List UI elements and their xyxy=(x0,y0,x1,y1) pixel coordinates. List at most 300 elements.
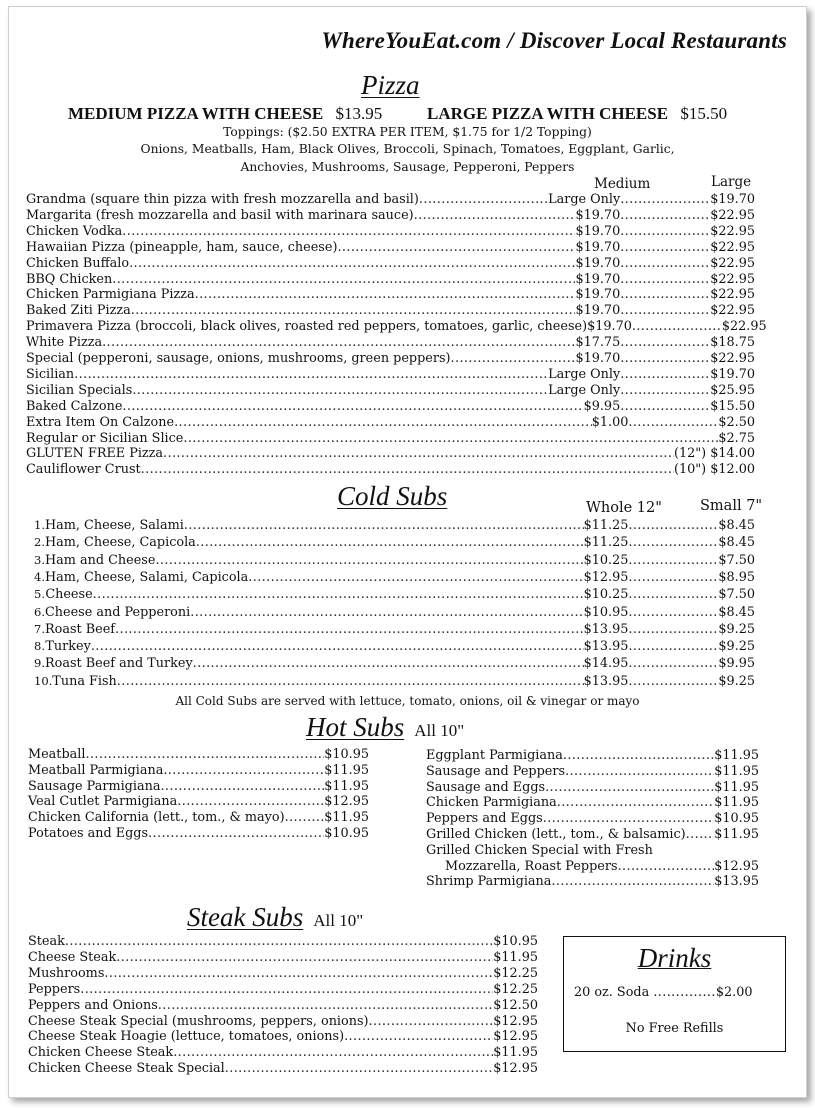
item-price: $12.25 xyxy=(493,965,538,981)
steak-sub-row xyxy=(28,1029,538,1045)
price-2: $22.95 xyxy=(710,239,755,255)
dot-leader xyxy=(248,570,583,586)
item-name: White Pizza xyxy=(26,335,103,351)
price-2: $7.50 xyxy=(718,587,755,603)
dot-leader-2 xyxy=(628,605,718,621)
pizza-row xyxy=(26,208,755,224)
dots-fill xyxy=(620,335,710,351)
large-pizza-price: $15.50 xyxy=(680,104,728,123)
price-2: $22.95 xyxy=(710,351,755,366)
price-1: $13.95 xyxy=(583,673,629,689)
item-name: Cheese Steak xyxy=(28,949,117,965)
item-name: Cheese Steak Hoagie (lettuce, tomatoes, onions) xyxy=(28,1029,345,1045)
item-name: Chicken Cheese Steak Special xyxy=(28,1061,225,1077)
cold-subs-note: All Cold Subs are served with lettuce, tomato, onions, oil & vinegar or mayo xyxy=(175,694,640,708)
item-name: Mushrooms xyxy=(28,965,105,981)
item-name: Peppers xyxy=(28,981,81,997)
dot-leader xyxy=(337,240,575,256)
hot-sub-row xyxy=(28,747,369,763)
item-price: $10.95 xyxy=(324,747,369,762)
price-2: $25.95 xyxy=(710,382,755,398)
item-price: $12.95 xyxy=(493,1061,538,1077)
price-2: $22.95 xyxy=(710,207,755,223)
item-price: $11.95 xyxy=(714,795,759,811)
item-name: Meatball xyxy=(28,747,86,762)
pizza-row xyxy=(26,351,755,367)
dots-fill xyxy=(628,639,718,655)
price-1: $19.70 xyxy=(575,223,621,239)
dot-leader-2 xyxy=(620,240,710,256)
steak-sub-row xyxy=(28,1061,538,1077)
dot-leader xyxy=(163,446,674,462)
item-name: Ham, Cheese, Salami, Capicola xyxy=(44,569,249,585)
dot-leader xyxy=(116,950,493,966)
item-name: Baked Calzone xyxy=(26,398,123,414)
item-price: $11.95 xyxy=(493,949,538,965)
item-price: $11.95 xyxy=(324,778,369,794)
dot-leader xyxy=(141,462,674,478)
cold-sub-row xyxy=(26,638,755,654)
hot-sub-row xyxy=(426,764,759,780)
soda-leader: .............. xyxy=(653,985,716,1000)
price-2: $19.70 xyxy=(710,366,755,382)
dot-leader xyxy=(563,748,714,764)
dot-leader xyxy=(545,780,714,796)
dots-fill xyxy=(620,192,710,208)
item-name: Chicken Vodka xyxy=(26,223,123,239)
dot-leader xyxy=(122,399,583,415)
item-name: Grilled Chicken (lett., tom., & balsamic) xyxy=(426,827,686,842)
dot-leader xyxy=(91,639,584,655)
pizza-row xyxy=(26,192,755,208)
item-name: Shrimp Parmigiana xyxy=(426,874,552,890)
dots-fill xyxy=(628,656,718,672)
price-2: $8.45 xyxy=(718,518,755,533)
dot-leader xyxy=(414,208,576,224)
dot-leader-2 xyxy=(628,587,718,603)
dot-leader-2 xyxy=(620,208,710,224)
dots-fill xyxy=(628,553,718,569)
toppings-list-line2: Anchovies, Mushrooms, Sausage, Pepperoni, Peppers xyxy=(240,160,575,174)
large-pizza-label: LARGE PIZZA WITH CHEESE xyxy=(427,104,669,123)
dots-fill xyxy=(620,383,710,399)
dot-leader xyxy=(195,287,576,303)
dot-leader xyxy=(115,622,584,638)
large-pizza-price-line xyxy=(427,104,727,124)
pizza-row xyxy=(26,272,755,288)
price-1: Large Only xyxy=(548,382,621,398)
price-1: $13.95 xyxy=(583,639,629,655)
dot-leader xyxy=(557,795,714,811)
item-name: Sicilian xyxy=(26,366,75,382)
item-name: BBQ Chicken xyxy=(26,271,113,287)
steak-sub-row xyxy=(28,950,538,966)
item-price: $12.50 xyxy=(493,997,538,1013)
dot-leader xyxy=(148,826,324,842)
item-name: Chicken Cheese Steak xyxy=(28,1045,174,1061)
price-2: $9.25 xyxy=(718,673,755,689)
item-name: Margarita (fresh mozzarella and basil with marinara sauce) xyxy=(26,207,414,223)
medium-pizza-label: MEDIUM PIZZA WITH CHEESE xyxy=(68,104,324,123)
dots-fill xyxy=(620,240,710,256)
item-name: Roast Beef and Turkey xyxy=(44,656,193,672)
price-1: $19.70 xyxy=(575,207,621,223)
pizza-section-title: Pizza xyxy=(361,70,420,100)
item-name: Tuna Fish xyxy=(52,673,117,689)
steak-sub-row xyxy=(28,998,538,1014)
dot-leader xyxy=(74,367,548,383)
dot-leader xyxy=(93,587,584,603)
dot-leader xyxy=(369,1014,494,1030)
item-name: Grilled Chicken Special with Fresh xyxy=(426,842,653,858)
item-name: Turkey xyxy=(45,639,91,655)
hot-subs-title: Hot Subs xyxy=(306,712,405,742)
dot-leader xyxy=(177,794,324,810)
dots-fill xyxy=(620,367,710,383)
price-1: $13.95 xyxy=(583,621,629,637)
price-2: $15.50 xyxy=(710,398,755,414)
price-2: $22.95 xyxy=(710,303,755,319)
pizza-row xyxy=(26,383,755,399)
item-name: Primavera Pizza (broccoli, black olives, roasted red peppers, tomatoes, garlic, cheese) xyxy=(26,319,588,335)
dot-leader-2 xyxy=(620,335,710,351)
price-1: $11.25 xyxy=(583,535,629,551)
dots-fill xyxy=(628,605,718,621)
dot-leader-2 xyxy=(628,570,718,586)
dots-fill xyxy=(620,208,710,224)
dot-leader xyxy=(686,827,715,843)
price-1: $10.25 xyxy=(583,587,629,603)
dot-leader xyxy=(158,998,493,1014)
hot-sub-row xyxy=(28,826,369,842)
cold-subs-section-title: Cold Subs xyxy=(337,481,448,511)
dots-fill xyxy=(620,224,710,240)
price-1: $1.00 xyxy=(591,414,629,430)
dot-leader-2 xyxy=(628,656,718,672)
drinks-title: Drinks xyxy=(637,943,712,973)
pizza-row xyxy=(26,256,755,272)
price-2: $7.50 xyxy=(718,552,755,568)
item-price: $10.95 xyxy=(493,934,538,949)
price-2: $22.95 xyxy=(721,319,767,335)
dots-fill xyxy=(628,570,718,586)
hot-sub-row xyxy=(28,763,369,779)
toppings-price-note: Toppings: ($2.50 EXTRA PER ITEM, $1.75 for 1/2 Topping) xyxy=(223,125,592,139)
dot-leader-2 xyxy=(628,674,718,690)
soda-name: 20 oz. Soda xyxy=(574,985,650,1000)
price-1: Large Only xyxy=(548,366,621,382)
price-2: $22.95 xyxy=(710,271,755,287)
dots-fill xyxy=(628,415,718,431)
price-2: $19.70 xyxy=(710,192,755,207)
hot-sub-row xyxy=(28,810,369,826)
hot-subs-subtitle: All 10" xyxy=(414,721,465,740)
hot-sub-row xyxy=(28,779,369,795)
dot-leader xyxy=(104,966,493,982)
cold-sub-row xyxy=(26,586,755,602)
dots-fill xyxy=(620,303,710,319)
dots-fill xyxy=(628,535,718,551)
dot-leader xyxy=(160,779,324,795)
steak-sub-row xyxy=(28,934,538,950)
price-1: $19.70 xyxy=(587,319,632,335)
dot-leader xyxy=(183,431,718,447)
hot-sub-row xyxy=(28,794,369,810)
dot-leader xyxy=(451,351,576,367)
item-number: 10. xyxy=(34,673,53,688)
dot-leader xyxy=(190,605,583,621)
dots-fill xyxy=(628,587,718,603)
dots-fill xyxy=(632,319,722,335)
price-2: $22.95 xyxy=(710,255,755,271)
dot-leader xyxy=(543,811,714,827)
steak-subs-title: Steak Subs xyxy=(187,902,304,932)
pizza-col-medium: Medium xyxy=(594,176,651,192)
item-name: Roast Beef xyxy=(44,621,116,637)
dot-leader xyxy=(196,535,584,551)
dot-leader xyxy=(174,415,592,431)
pizza-row xyxy=(26,303,755,319)
dot-leader-2 xyxy=(628,553,718,569)
item-name: Cheese and Pepperoni xyxy=(44,604,191,620)
price-1: $17.75 xyxy=(575,335,621,351)
item-price: $12.95 xyxy=(714,858,759,874)
dot-leader xyxy=(565,764,714,780)
item-number: 2. xyxy=(34,535,45,550)
cold-sub-row xyxy=(26,569,755,585)
pizza-row xyxy=(26,415,755,431)
dot-leader-2 xyxy=(620,192,710,208)
pizza-row xyxy=(26,431,755,447)
item-name: Cheese xyxy=(45,587,93,603)
dot-leader xyxy=(193,656,584,672)
toppings-list-line1: Onions, Meatballs, Ham, Black Olives, Broccoli, Spinach, Tomatoes, Eggplant, Garlic, xyxy=(140,142,675,156)
hot-sub-row xyxy=(426,843,759,859)
price-1: $19.70 xyxy=(575,271,621,287)
dot-leader xyxy=(131,303,576,319)
item-price: $11.95 xyxy=(493,1045,538,1061)
item-price: $12.95 xyxy=(493,1013,538,1029)
price-1: $14.95 xyxy=(583,656,629,672)
item-name: Ham, Cheese, Salami xyxy=(44,518,184,533)
pizza-row xyxy=(26,287,755,303)
item-name: Regular or Sicilian Slice xyxy=(26,430,184,446)
dots-fill xyxy=(628,518,718,534)
dots-fill xyxy=(628,674,718,690)
pizza-row xyxy=(26,367,755,383)
pizza-row xyxy=(26,224,755,240)
price-1: $19.70 xyxy=(575,255,621,271)
dot-leader-2 xyxy=(620,287,710,303)
item-price: $11.95 xyxy=(324,762,369,778)
price-2: $9.25 xyxy=(718,621,755,637)
dots-fill xyxy=(628,622,718,638)
item-name: Cheese Steak Special (mushrooms, peppers, onions) xyxy=(28,1013,369,1029)
item-price: $12.95 xyxy=(493,1029,538,1045)
dot-leader xyxy=(65,934,493,950)
dot-leader-2 xyxy=(620,256,710,272)
dot-leader xyxy=(184,518,584,534)
soda-price: $2.00 xyxy=(715,985,753,1000)
dots-fill xyxy=(620,272,710,288)
cold-sub-row xyxy=(26,552,755,568)
pizza-row xyxy=(26,335,755,351)
item-number: 8. xyxy=(34,639,45,654)
price-2: $8.95 xyxy=(718,569,755,585)
hot-sub-row xyxy=(426,748,759,764)
dot-leader xyxy=(85,747,324,763)
item-name: Special (pepperoni, sausage, onions, mushrooms, green peppers) xyxy=(26,351,451,366)
dot-leader-2 xyxy=(620,383,710,399)
item-number: 5. xyxy=(34,587,45,602)
price-1: $19.70 xyxy=(575,303,621,319)
item-price: $12.95 xyxy=(324,794,369,810)
dot-leader-2 xyxy=(620,399,710,415)
item-name: Grandma (square thin pizza with fresh mozzarella and basil) xyxy=(26,192,419,207)
item-name: Peppers and Onions xyxy=(28,997,158,1013)
dot-leader xyxy=(551,874,714,890)
hot-sub-row xyxy=(426,811,759,827)
dot-leader-2 xyxy=(632,319,722,335)
item-name: Meatball Parmigiana xyxy=(28,762,164,778)
dots-fill xyxy=(620,399,710,415)
item-name: Peppers and Eggs xyxy=(426,811,543,827)
dot-leader xyxy=(618,859,715,875)
cold-sub-row xyxy=(26,517,755,533)
dot-leader-2 xyxy=(620,224,710,240)
cold-col-small: Small 7" xyxy=(700,498,763,514)
item-name: Potatoes and Eggs xyxy=(28,826,149,841)
item-number: 6. xyxy=(34,604,45,619)
dot-leader xyxy=(102,335,575,351)
item-name: Baked Ziti Pizza xyxy=(26,303,131,319)
item-number: 9. xyxy=(34,656,45,671)
price-1: $12.95 xyxy=(583,569,629,585)
item-price: $11.95 xyxy=(714,748,759,763)
item-name: Sausage and Peppers xyxy=(426,763,566,779)
dot-leader xyxy=(225,1061,493,1077)
pizza-row xyxy=(26,446,755,462)
soda-item xyxy=(574,985,753,1000)
dot-leader xyxy=(129,256,575,272)
dot-leader xyxy=(173,1045,493,1061)
price-1: $9.95 xyxy=(583,398,621,414)
dot-leader-2 xyxy=(628,622,718,638)
steak-sub-row xyxy=(28,1014,538,1030)
item-name: Chicken Buffalo xyxy=(26,255,130,271)
item-price: $10.95 xyxy=(324,826,369,841)
dot-leader-2 xyxy=(620,303,710,319)
price-1: $10.25 xyxy=(583,552,629,568)
hot-subs-section-title xyxy=(306,712,464,743)
drinks-box xyxy=(563,936,786,1052)
item-price: $11.95 xyxy=(714,763,759,779)
dot-leader xyxy=(132,383,548,399)
price-1: $11.25 xyxy=(583,518,629,533)
dot-leader-2 xyxy=(628,535,718,551)
hot-sub-row xyxy=(426,874,759,890)
item-price: $10.95 xyxy=(714,811,759,827)
hot-sub-row xyxy=(445,859,759,875)
item-number: 7. xyxy=(34,621,45,636)
medium-pizza-price-line xyxy=(68,104,382,124)
dot-leader-2 xyxy=(620,272,710,288)
dot-leader xyxy=(419,192,548,208)
hot-sub-row xyxy=(426,827,759,843)
pizza-col-large: Large xyxy=(711,174,752,190)
hot-sub-row xyxy=(426,795,759,811)
price-2: $9.25 xyxy=(718,639,755,655)
dot-leader xyxy=(80,982,493,998)
price-2: $2.50 xyxy=(718,414,755,430)
steak-sub-row xyxy=(28,966,538,982)
cold-sub-row xyxy=(26,621,755,637)
pizza-row xyxy=(26,399,755,415)
price-2: $8.45 xyxy=(718,535,755,551)
price-2: $9.95 xyxy=(718,656,755,672)
price-2: $8.45 xyxy=(718,604,755,620)
dot-leader xyxy=(155,553,583,569)
price-1: Large Only xyxy=(548,192,621,207)
steak-subs-section-title xyxy=(187,902,363,933)
dot-leader xyxy=(112,272,575,288)
item-name: Sicilian Specials xyxy=(26,382,133,398)
item-number: 4. xyxy=(34,569,45,584)
item-number: 1. xyxy=(34,518,45,532)
item-name: Mozzarella, Roast Peppers xyxy=(445,858,618,874)
dot-leader-2 xyxy=(628,415,718,431)
price-2: $2.75 xyxy=(718,430,755,446)
item-name: Extra Item On Calzone xyxy=(26,414,175,430)
dots-fill xyxy=(620,351,710,367)
cold-col-whole: Whole 12" xyxy=(586,500,662,516)
medium-pizza-price: $13.95 xyxy=(335,104,383,123)
price-2: (12") $14.00 xyxy=(674,446,755,462)
dot-leader xyxy=(344,1029,493,1045)
item-price: $11.95 xyxy=(714,779,759,795)
item-name: Sausage and Eggs xyxy=(426,779,546,795)
dot-leader-2 xyxy=(628,639,718,655)
steak-subs-subtitle: All 10" xyxy=(313,911,364,930)
dot-leader xyxy=(285,810,325,826)
price-2: $22.95 xyxy=(710,287,755,303)
pizza-row xyxy=(26,319,767,335)
dots-fill xyxy=(620,256,710,272)
item-name: Chicken Parmigiana xyxy=(426,795,557,811)
item-price: $11.95 xyxy=(714,827,759,842)
cold-sub-row xyxy=(26,673,755,689)
price-1: $19.70 xyxy=(575,351,621,366)
item-name: Ham and Cheese xyxy=(44,552,156,568)
item-name: Eggplant Parmigiana xyxy=(426,748,563,763)
item-name: Chicken California (lett., tom., & mayo) xyxy=(28,810,285,826)
dot-leader-2 xyxy=(628,518,718,534)
price-2: $18.75 xyxy=(710,335,755,351)
cold-sub-row xyxy=(26,604,755,620)
item-name: Steak xyxy=(28,934,65,949)
dots-fill xyxy=(620,287,710,303)
cold-sub-row xyxy=(26,534,755,550)
hot-sub-row xyxy=(426,780,759,796)
price-1: $19.70 xyxy=(575,239,621,255)
dot-leader xyxy=(163,763,324,779)
site-title: WhereYouEat.com / Discover Local Restaurants xyxy=(321,28,787,53)
dot-leader-2 xyxy=(620,351,710,367)
item-name: Hawaiian Pizza (pineapple, ham, sauce, cheese) xyxy=(26,239,338,255)
price-1: $10.95 xyxy=(583,604,629,620)
item-price: $12.25 xyxy=(493,981,538,997)
steak-sub-row xyxy=(28,982,538,998)
